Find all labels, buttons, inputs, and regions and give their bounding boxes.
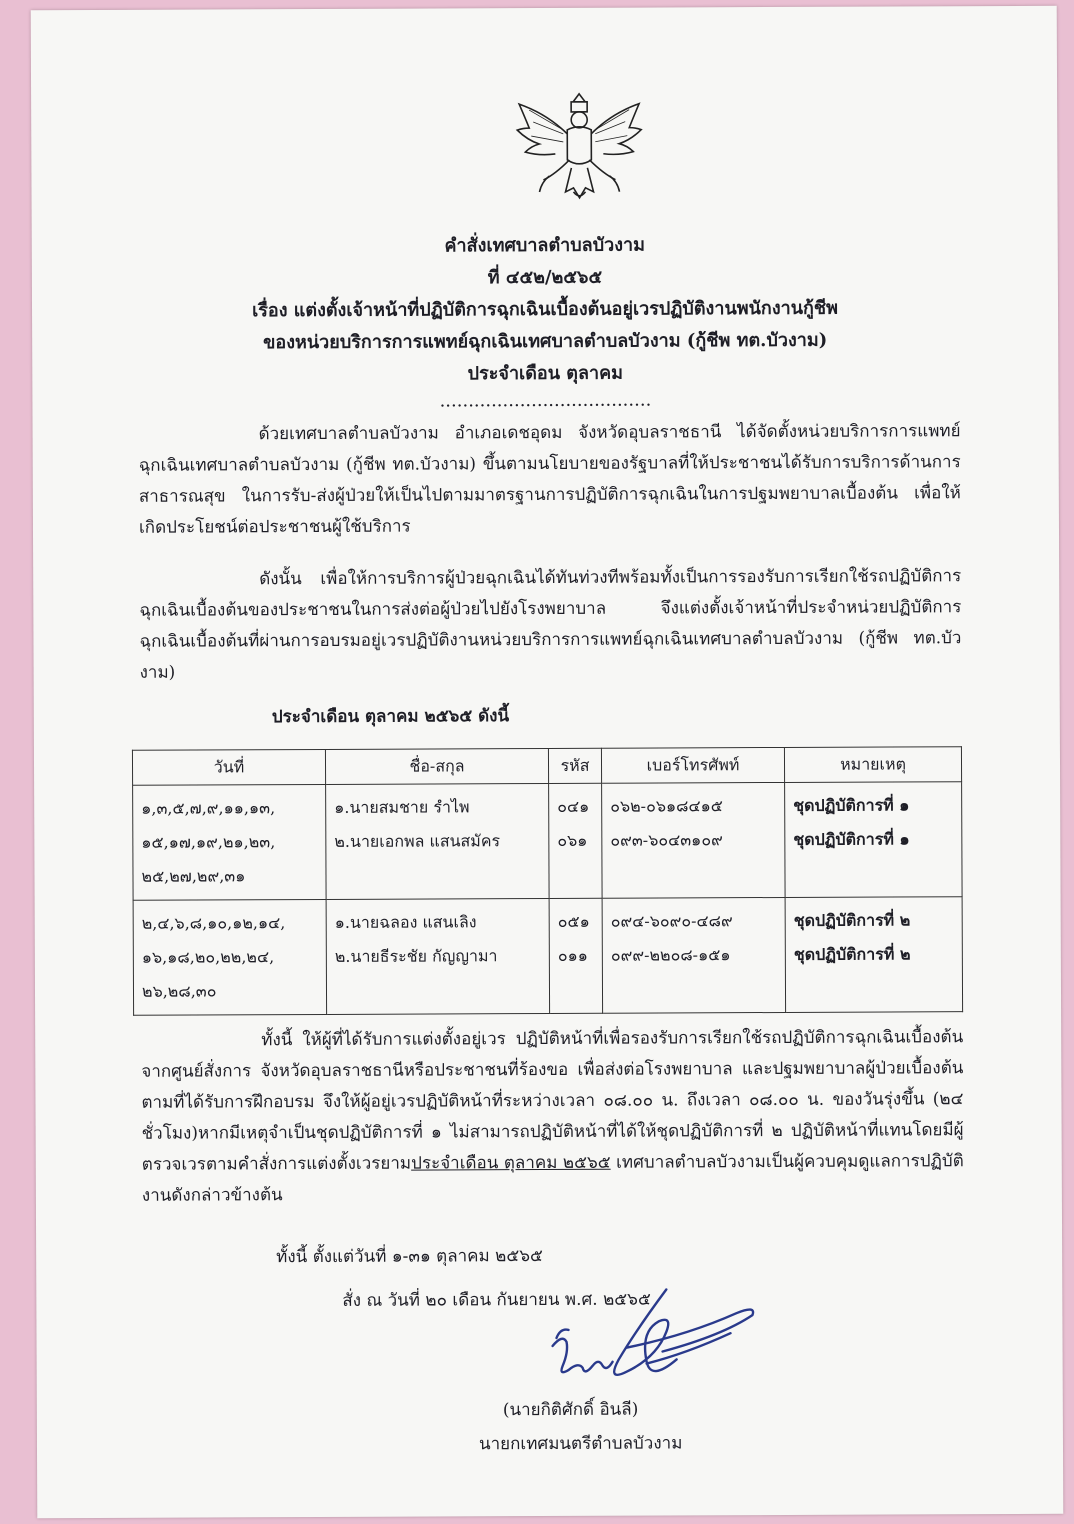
code-cell [549,898,603,1013]
subject-line-2: ของหน่วยบริการการแพทย์ฉุกเฉินเทศบาลตำบลบัวงาม (กู้ชีพ ทต.บัวงาม) [263,329,828,354]
staff-name: ๑.นายสมชาย รำไพ [334,797,470,817]
separator: ..................................... [439,389,652,412]
signer-title: นายกเทศมนตรีตำบลบัวงาม [478,1433,683,1455]
date-line: ๒,๔,๖,๘,๑๐,๑๒,๑๔, [141,913,286,933]
date-line: ๑,๓,๕,๗,๙,๑๑,๑๓, [141,798,276,818]
order-date: สั่ง ณ วันที่ ๒๐ เดือน กันยายน พ.ศ. ๒๕๖๕ [342,1289,651,1311]
paragraph-3 [141,1022,964,1212]
order-title: คำสั่งเทศบาลตำบลบัวงาม [444,234,646,257]
table-header-row [132,747,961,786]
order-number: ที่ ๔๕๒/๒๕๖๕ [487,266,603,289]
team-note: ชุดปฏิบัติการที่ ๑ [793,829,910,849]
phone-cell [602,782,786,898]
staff-code: ๐๑๑ [557,945,588,965]
header-date: วันที่ [132,749,325,785]
staff-phone: ๐๙๓-๖๐๔๓๑๐๙ [610,830,723,850]
paragraph-1: ด้วยเทศบาลตำบลบัวงาม อำเภอเดชอุดม จังหวัดอุบลราชธานี ได้จัดตั้งหน่วยบริการการแพทย์ฉุกเฉินเทศบาลตำบลบัวงาม (กู้ชีพ ทต.บัวงาม) ขึ้นตามนโยบายของรัฐบาลที่ให้ประชาชนได้รับการบริการด้านการสาธารณสุข ในการรับ-ส่งผู้ป่วยให้เป็นไปตามมาตรฐานการปฏิบัติการฉุกเฉินในการปฐมพยาบาลเบื้องต้น เพื่อให้เกิดประโยชน์ต่อประชาชนผู้ใช้บริการ [138,421,961,538]
staff-phone: ๐๙๔-๖๐๙๐-๔๘๙ [610,911,733,931]
paragraph-2: ดังนั้น เพื่อให้การบริการผู้ป่วยฉุกเฉินได้ทันท่วงทีพร้อมทั้งเป็นการรองรับการเรียกใช้รถปฏิบัติการฉุกเฉินเบื้องต้นของประชาชนในการส่งต่อผู้ป่วยไปยังโรงพยาบาล จึงแต่งตั้งเจ้าหน้าที่ประจำหน่วยปฏิบัติการฉุกเฉินเบื้องต้นที่ผ่านการอบรมอยู่เวรปฏิบัติงานหน่วยบริการการแพทย์ฉุกเฉินเทศบาลตำบลบัวงาม (กู้ชีพ ทต.บัวงาม) [139,566,962,683]
note-cell [785,897,963,1013]
staff-phone: ๐๖๒-๐๖๑๘๔๑๕ [610,796,723,816]
staff-name: ๒.นายเอกพล แสนสมัคร [334,831,501,851]
table-row [133,897,962,1016]
date-cell [133,899,326,1015]
note-cell [785,782,963,898]
staff-code: ๐๕๑ [557,911,590,931]
name-cell [326,783,549,899]
paragraph-3-underlined: ประจำเดือน ตุลาคม ๒๕๖๕ [411,1152,611,1174]
team-note: ชุดปฏิบัติการที่ ๒ [793,910,911,930]
team-note: ชุดปฏิบัติการที่ ๒ [793,944,911,964]
header-name: ชื่อ-สกุล [325,748,548,784]
staff-phone: ๐๙๙-๒๒๐๘-๑๕๑ [610,945,731,965]
staff-code: ๐๖๑ [557,830,588,850]
header-code: รหัส [548,748,601,783]
date-line: ๒๖,๒๘,๓๐ [141,981,217,1001]
date-line: ๑๖,๑๘,๒๐,๒๒,๒๔, [141,947,275,967]
date-line: ๑๕,๑๗,๑๙,๒๑,๒๓, [141,832,276,852]
document-page [31,6,1064,1518]
date-cell [133,784,326,900]
subject-line-1: เรื่อง แต่งตั้งเจ้าหน้าที่ปฏิบัติการฉุกเฉินเบื้องต้นอยู่เวรปฏิบัติงานพนักงานกู้ชีพ [252,297,839,322]
paragraph-3-text: ทั้งนี้ ให้ผู้ที่ได้รับการแต่งตั้งอยู่เวร ปฏิบัติหน้าที่เพื่อรองรับการเรียกใช้รถปฏิบัติการฉุกเฉินเบื้องต้นจากศูนย์สั่งการ จังหวัดอุบลราชธานีหรือประชาชนที่ร้องขอ เพื่อส่งต่อโรงพยาบาล และปฐมพยาบาลผู้ป่วยเบื้องต้นตามที่ได้รับการฝึกอบรม จึงให้ผู้อยู่เวรปฏิบัติหน้าที่ระหว่างเวลา ๐๘.๐๐ น. ถึงเวลา ๐๘.๐๐ น. ของวันรุ่งขึ้น (๒๔ ชั่วโมง)หากมีเหตุจำเป็นชุดปฏิบัติการที่ ๑ ไม่สามารถปฏิบัติหน้าที่ได้ให้ชุดปฏิบัติการที่ ๒ ปฏิบัติหน้าที่แทนโดยมีผู้ตรวจเวรตามคำสั่งการแต่งตั้งเวรยาม [141,1027,964,1175]
signer-name: (นายกิติศักดิ์ อินลี) [502,1399,639,1421]
duty-table [132,746,963,1016]
name-cell [326,898,549,1014]
table-row [133,782,962,901]
month-line: ประจำเดือน ตุลาคม ๒๕๖๕ ดังนี้ [271,706,510,728]
date-line: ๒๕,๒๗,๒๙,๓๑ [141,866,246,886]
team-note: ชุดปฏิบัติการที่ ๑ [793,795,910,815]
paragraph-3-end: เทศบาลตำบลบัวงามเป็นผู้ควบคุมดูแลการปฏิบัติงานดังกล่าวข้างต้น [141,1151,964,1206]
effective-date: ทั้งนี้ ตั้งแต่วันที่ ๑-๓๑ ตุลาคม ๒๕๖๕ [276,1246,543,1268]
garuda-emblem-icon [509,76,650,217]
phone-cell [602,897,786,1013]
staff-name: ๑.นายฉลอง แสนเลิง [334,912,477,932]
header-phone: เบอร์โทรศัพท์ [601,747,784,783]
staff-name: ๒.นายธีระชัย กัญญามา [334,946,498,966]
staff-code: ๐๔๑ [557,796,590,816]
code-cell [549,783,603,898]
header-note: หมายเหตุ [784,747,961,783]
subject-line-3: ประจำเดือน ตุลาคม [467,362,624,385]
